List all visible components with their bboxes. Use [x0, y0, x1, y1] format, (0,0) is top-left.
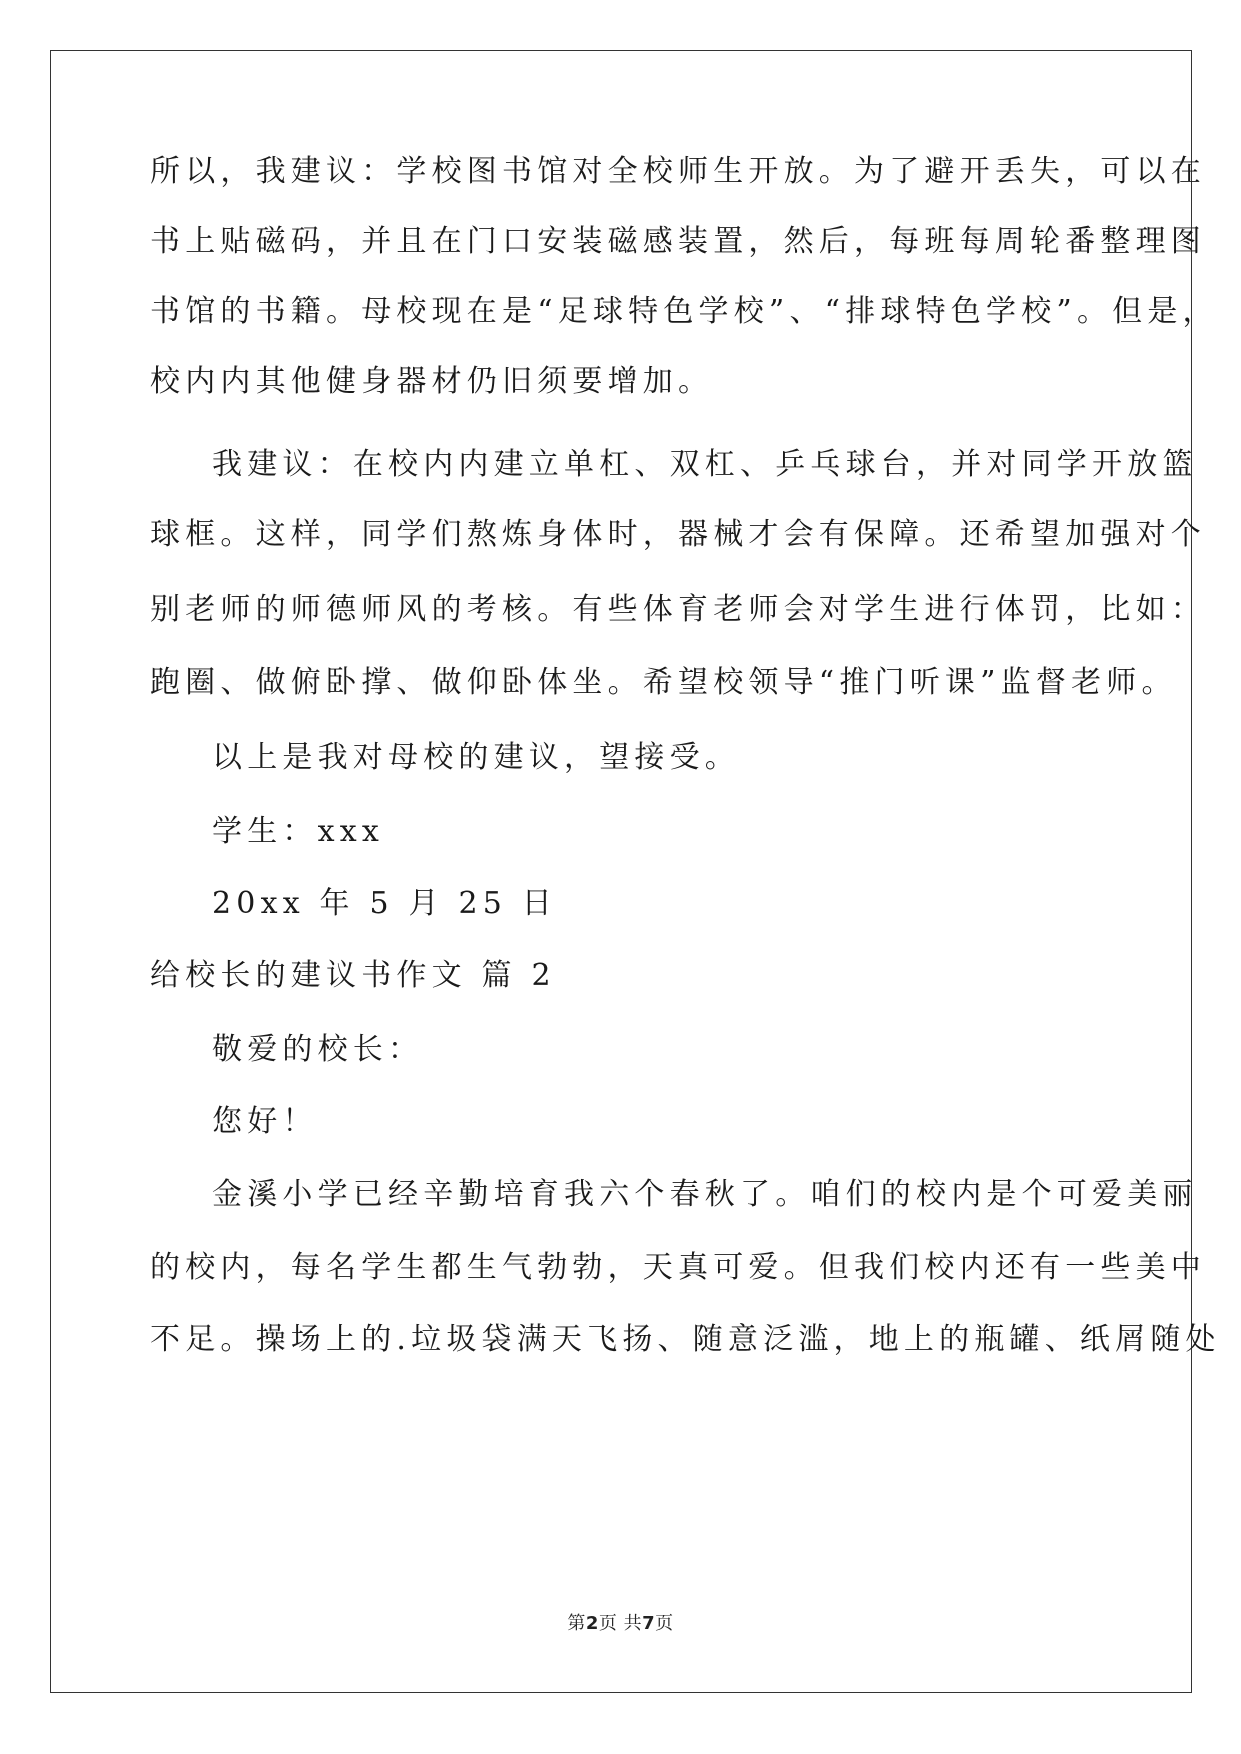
body-line-5: 我建议：在校内内建立单杠、双杠、乒乓球台，并对同学开放篮 [212, 447, 1198, 482]
body-line-2: 书上贴磁码，并且在门口安装磁感装置，然后，每班每周轮番整理图 [150, 224, 1206, 259]
body-line-10: 金溪小学已经辛勤培育我六个春秋了。咱们的校内是个可爱美丽 [212, 1177, 1198, 1212]
signature-date: 20xx 年 5 月 25 日 [212, 886, 557, 921]
signature-student: 学生：xxx [212, 814, 384, 849]
footer-suffix: 页 [655, 1613, 674, 1634]
footer-prefix: 第 [567, 1613, 586, 1634]
body-line-12: 不足。操场上的.垃圾袋满天飞扬、随意泛滥，地上的瓶罐、纸屑随处 [150, 1322, 1221, 1357]
body-line-8: 跑圈、做俯卧撑、做仰卧体坐。希望校领导“推门听课”监督老师。 [150, 665, 1177, 700]
body-line-11: 的校内，每名学生都生气勃勃，天真可爱。但我们校内还有一些美中 [150, 1250, 1206, 1285]
body-line-3: 书馆的书籍。母校现在是“足球特色学校”、“排球特色学校”。但是， [150, 294, 1218, 329]
footer-page-number: 2 [585, 1613, 599, 1634]
section-heading: 给校长的建议书作文 篇 2 [150, 958, 556, 993]
body-line-9: 以上是我对母校的建议，望接受。 [212, 740, 740, 775]
greeting: 您好！ [212, 1104, 318, 1139]
salutation: 敬爱的校长： [212, 1032, 424, 1067]
body-line-7: 别老师的师德师风的考核。有些体育老师会对学生进行体罚，比如： [150, 592, 1206, 627]
footer-middle: 页 共 [598, 1613, 643, 1634]
page-footer [0, 1612, 1241, 1636]
body-line-6: 球框。这样，同学们熬炼身体时，器械才会有保障。还希望加强对个 [150, 517, 1206, 552]
footer-total-pages: 7 [642, 1613, 656, 1634]
body-line-1: 所以，我建议：学校图书馆对全校师生开放。为了避开丢失，可以在 [150, 154, 1206, 189]
body-line-4: 校内内其他健身器材仍旧须要增加。 [150, 364, 714, 399]
